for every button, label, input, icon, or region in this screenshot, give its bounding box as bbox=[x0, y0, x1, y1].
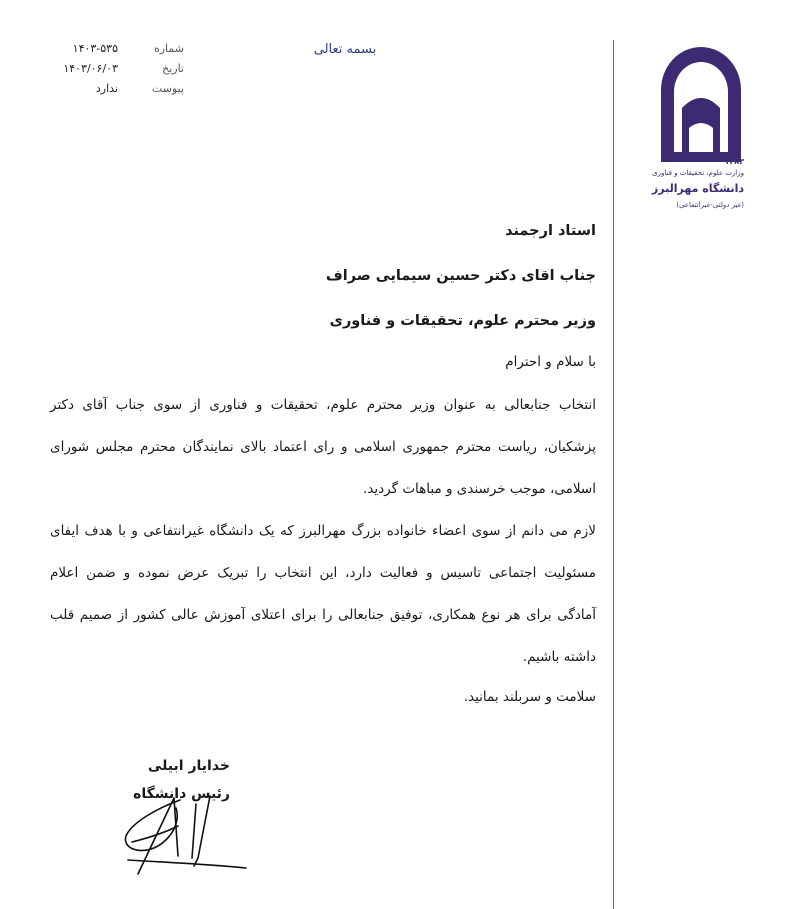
attachment-value: ندارد bbox=[95, 82, 118, 95]
handwritten-signature-icon bbox=[118, 786, 250, 878]
university-logo-icon bbox=[655, 42, 747, 166]
paragraph-2-line: مسئولیت اجتماعی تاسیس و فعالیت دارد، این انتخاب را تبریک عرض نموده و ضمن اعلام bbox=[50, 565, 596, 581]
number-label: شماره bbox=[153, 42, 184, 55]
logo-ministry: وزارت علوم، تحقیقات و فناوری bbox=[652, 169, 744, 177]
date-value: ۱۴۰۳/۰۶/۰۳ bbox=[63, 62, 118, 75]
signatory-title: رئیس دانشگاه bbox=[133, 786, 230, 802]
basmala: بسمه تعالی bbox=[313, 42, 377, 57]
logo-university-type: (غیر دولتی-غیرانتفاعی) bbox=[676, 201, 744, 209]
signatory-name: خدایار ابیلی bbox=[147, 758, 230, 774]
paragraph-2-line: لازم می دانم از سوی اعضاء خانواده بزرگ مهرالبرز که یک دانشگاه غیرانتفاعی و با هدف ایفای bbox=[50, 523, 596, 539]
addressee-line-3: وزیر محترم علوم، تحقیقات و فناوری bbox=[329, 313, 596, 329]
logo-year: ۱۳۸۳ bbox=[724, 157, 744, 166]
addressee-line-1: استاد ارجمند bbox=[505, 223, 596, 239]
closing: سلامت و سربلند بمانید. bbox=[463, 689, 596, 705]
paragraph-1-line: اسلامی، موجب خرسندی و مباهات گردید. bbox=[363, 481, 596, 497]
date-label: تاریخ bbox=[162, 62, 184, 75]
attachment-label: پیوست bbox=[151, 82, 184, 95]
paragraph-1-line: پزشکیان، ریاست محترم جمهوری اسلامی و رای اعتماد بالای نمایندگان محترم مجلس شورای bbox=[50, 439, 596, 455]
margin-divider-line bbox=[613, 40, 614, 909]
addressee-line-2: جناب اقای دکتر حسین سیمایی صراف bbox=[325, 268, 596, 284]
paragraph-1-line: انتخاب جنابعالی به عنوان وزیر محترم علوم، تحقیقات و فناوری از سوی جناب آقای دکتر bbox=[50, 397, 596, 413]
greeting: با سلام و احترام bbox=[505, 354, 596, 370]
paragraph-2-line: داشته باشیم. bbox=[522, 649, 596, 665]
number-value: ۱۴۰۳-۵۳۵ bbox=[72, 42, 118, 55]
logo-university-name: دانشگاه مهرالبرز bbox=[651, 182, 744, 195]
paragraph-2-line: آمادگی برای هر نوع همکاری، توفیق جنابعالی را برای اعتلای آموزش عالی کشور از صمیم قلب bbox=[50, 607, 596, 623]
